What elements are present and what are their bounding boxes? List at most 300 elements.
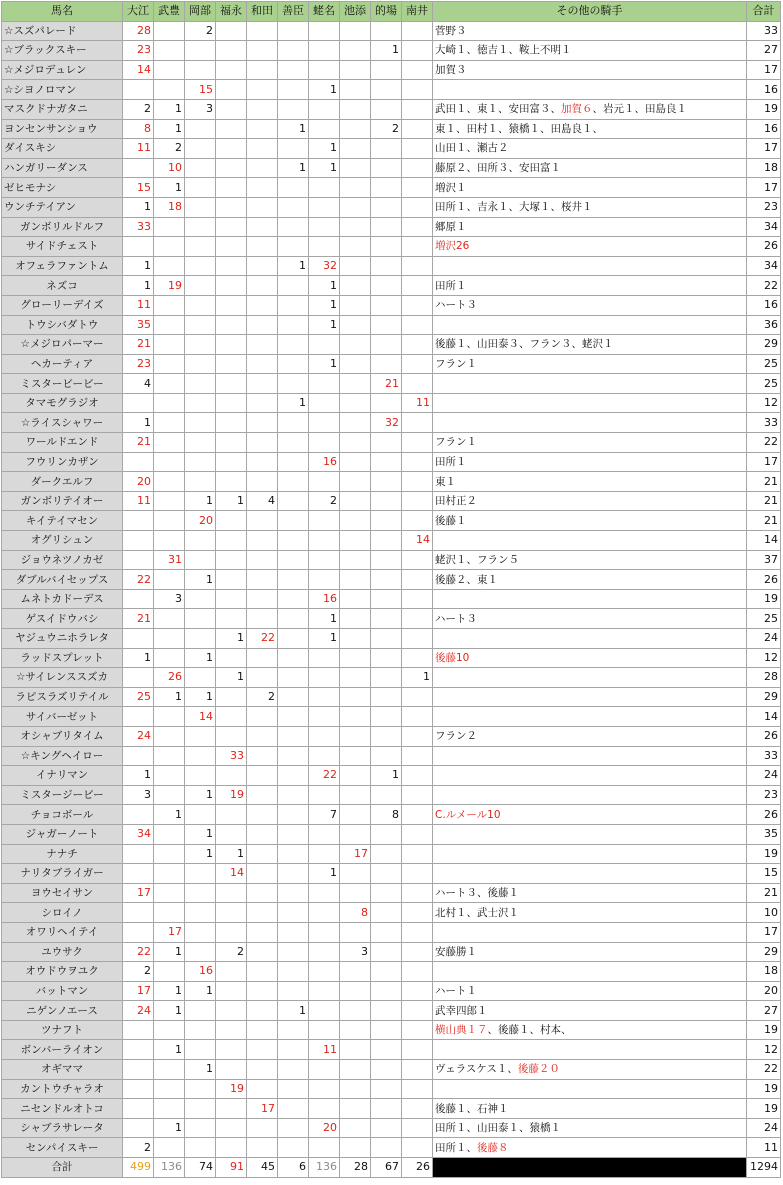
- jockey-count-cell: [309, 531, 340, 551]
- jockey-count-cell: [154, 883, 185, 903]
- jockey-count-cell: [185, 295, 216, 315]
- other-jockeys-cell: [433, 864, 747, 884]
- jockey-count-cell: [216, 805, 247, 825]
- horse-name-cell: バットマン: [2, 981, 123, 1001]
- other-jockey-text: 蛯沢１、フラン５: [435, 553, 519, 566]
- jockey-count-cell: [154, 315, 185, 335]
- jockey-count-cell: [123, 393, 154, 413]
- jockey-count-cell: [278, 687, 309, 707]
- jockey-count-cell: 2: [154, 139, 185, 159]
- jockey-count-cell: [185, 452, 216, 472]
- jockey-count-cell: [123, 922, 154, 942]
- jockey-count-cell: 26: [154, 668, 185, 688]
- jockey-count-cell: [340, 1040, 371, 1060]
- other-jockeys-cell: [433, 1040, 747, 1060]
- other-jockeys-cell: [433, 805, 747, 825]
- jockey-count-cell: [340, 217, 371, 237]
- jockey-count-cell: 17: [154, 922, 185, 942]
- jockey-count-cell: [154, 1079, 185, 1099]
- jockey-count-cell: 17: [340, 844, 371, 864]
- jockey-count-cell: 4: [247, 491, 278, 511]
- jockey-count-cell: [185, 217, 216, 237]
- jockey-count-cell: [402, 962, 433, 982]
- row-total-cell: 36: [747, 315, 781, 335]
- jockey-count-cell: 24: [123, 726, 154, 746]
- jockey-count-cell: [371, 433, 402, 453]
- jockey-count-cell: [185, 609, 216, 629]
- jockey-count-cell: [371, 511, 402, 531]
- jockey-count-cell: [216, 315, 247, 335]
- horse-name-cell: シロイノ: [2, 903, 123, 923]
- jockey-count-cell: [371, 962, 402, 982]
- jockey-count-cell: [340, 393, 371, 413]
- jockey-count-cell: [247, 60, 278, 80]
- jockey-count-cell: [216, 393, 247, 413]
- other-jockey-text: フラン２: [435, 730, 477, 743]
- jockey-count-cell: [402, 158, 433, 178]
- jockey-count-cell: [278, 1079, 309, 1099]
- jockey-count-cell: [340, 256, 371, 276]
- jockey-count-cell: [340, 570, 371, 590]
- jockey-count-cell: [278, 883, 309, 903]
- horse-name-cell: オグリシュン: [2, 531, 123, 551]
- jockey-count-cell: [371, 883, 402, 903]
- jockey-count-cell: [402, 276, 433, 296]
- jockey-count-cell: [278, 864, 309, 884]
- jockey-count-cell: [309, 511, 340, 531]
- jockey-count-cell: [340, 589, 371, 609]
- row-total-cell: 33: [747, 413, 781, 433]
- jockey-count-cell: [247, 315, 278, 335]
- table-row: [2, 1020, 781, 1040]
- jockey-count-cell: [216, 570, 247, 590]
- jockey-count-cell: [154, 472, 185, 492]
- jockey-count-cell: [402, 472, 433, 492]
- jockey-count-cell: [402, 433, 433, 453]
- jockey-count-cell: [247, 99, 278, 119]
- jockey-count-cell: 11: [123, 295, 154, 315]
- jockey-count-cell: [216, 903, 247, 923]
- other-jockey-text: 安藤勝１: [435, 945, 477, 958]
- jockey-count-cell: [278, 1138, 309, 1158]
- jockey-count-cell: [340, 315, 371, 335]
- jockey-count-cell: [216, 276, 247, 296]
- jockey-count-cell: [123, 550, 154, 570]
- jockey-count-cell: [247, 785, 278, 805]
- jockey-count-cell: [216, 883, 247, 903]
- jockey-table: [1, 1, 781, 1178]
- jockey-count-cell: 23: [123, 354, 154, 374]
- other-jockeys-cell: [433, 433, 747, 453]
- jockey-count-cell: [371, 99, 402, 119]
- other-jockey-text: 田所１、山田泰１、猿橋１: [435, 1122, 561, 1135]
- other-jockeys-cell: [433, 1020, 747, 1040]
- row-total-cell: 19: [747, 589, 781, 609]
- other-jockeys-cell: [433, 452, 747, 472]
- jockey-count-cell: [185, 746, 216, 766]
- row-total-cell: 34: [747, 256, 781, 276]
- jockey-count-cell: [340, 374, 371, 394]
- jockey-count-cell: [216, 1138, 247, 1158]
- jockey-count-cell: [371, 491, 402, 511]
- jockey-count-cell: [278, 707, 309, 727]
- horse-name-cell: オギママ: [2, 1060, 123, 1080]
- jockey-count-cell: [247, 981, 278, 1001]
- jockey-count-cell: [247, 668, 278, 688]
- other-jockey-text: C.ルメール10: [435, 808, 501, 821]
- jockey-count-cell: [216, 178, 247, 198]
- jockey-count-cell: [371, 746, 402, 766]
- other-jockeys-cell: [433, 374, 747, 394]
- jockey-count-cell: [340, 1099, 371, 1119]
- jockey-count-cell: [309, 99, 340, 119]
- jockey-count-cell: [309, 785, 340, 805]
- jockey-count-cell: [154, 903, 185, 923]
- table-row: [2, 276, 781, 296]
- jockey-count-cell: [278, 1020, 309, 1040]
- jockey-count-cell: [185, 726, 216, 746]
- jockey-count-cell: [185, 178, 216, 198]
- row-total-cell: 19: [747, 1020, 781, 1040]
- jockey-count-cell: [278, 1060, 309, 1080]
- table-row: [2, 903, 781, 923]
- jockey-count-cell: 19: [154, 276, 185, 296]
- other-jockeys-cell: [433, 1001, 747, 1021]
- horse-name-cell: センパイスキー: [2, 1138, 123, 1158]
- other-jockey-text: 北村１、武士沢１: [435, 906, 519, 919]
- row-total-cell: 29: [747, 335, 781, 355]
- other-jockeys-cell: [433, 707, 747, 727]
- table-row: [2, 550, 781, 570]
- jockey-count-cell: [247, 119, 278, 139]
- other-jockeys-cell: [433, 158, 747, 178]
- jockey-count-cell: [340, 1079, 371, 1099]
- horse-name-cell: ゼヒモナシ: [2, 178, 123, 198]
- jockey-count-cell: [216, 648, 247, 668]
- other-jockey-text: 横山典１７: [435, 1024, 488, 1037]
- jockey-count-cell: [247, 844, 278, 864]
- other-jockey-text: 大崎１、徳吉１、鞍上不明１: [435, 44, 572, 57]
- jockey-count-cell: [402, 80, 433, 100]
- jockey-count-cell: [247, 217, 278, 237]
- other-jockey-text: 後藤２、東１: [435, 573, 498, 586]
- jockey-count-cell: 1: [309, 609, 340, 629]
- jockey-count-cell: [340, 609, 371, 629]
- jockey-count-cell: 14: [216, 864, 247, 884]
- row-total-cell: 19: [747, 99, 781, 119]
- jockey-count-cell: 1: [123, 256, 154, 276]
- jockey-count-cell: [340, 766, 371, 786]
- horse-name-cell: ネズコ: [2, 276, 123, 296]
- jockey-count-cell: 2: [309, 491, 340, 511]
- jockey-count-cell: [185, 60, 216, 80]
- jockey-count-cell: [340, 824, 371, 844]
- other-jockeys-cell: [433, 139, 747, 159]
- jockey-count-cell: [309, 550, 340, 570]
- jockey-count-cell: [340, 922, 371, 942]
- other-jockey-text: 田所１: [435, 279, 467, 292]
- jockey-count-cell: [340, 433, 371, 453]
- jockey-count-cell: [340, 178, 371, 198]
- table-row: [2, 746, 781, 766]
- table-row: [2, 491, 781, 511]
- other-jockey-text: 後藤１、山田泰３、フラン３、蛯沢１: [435, 338, 614, 351]
- jockey-count-cell: [340, 99, 371, 119]
- jockey-count-cell: [154, 785, 185, 805]
- jockey-count-cell: [309, 648, 340, 668]
- other-jockey-text: 、岩元１、田島良１: [592, 103, 687, 116]
- jockey-count-cell: [309, 1099, 340, 1119]
- jockey-count-cell: [340, 648, 371, 668]
- jockey-count-cell: [185, 883, 216, 903]
- jockey-count-cell: 11: [123, 139, 154, 159]
- other-jockeys-cell: [433, 589, 747, 609]
- jockey-count-cell: [340, 864, 371, 884]
- other-jockey-text: 後藤２０: [517, 1063, 560, 1076]
- row-total-cell: 34: [747, 217, 781, 237]
- jockey-count-cell: [371, 217, 402, 237]
- jockey-count-cell: [216, 824, 247, 844]
- horse-name-cell: ☆スズパレード: [2, 21, 123, 41]
- other-jockey-text: 後藤１、石神１: [435, 1102, 509, 1115]
- jockey-count-cell: [185, 1001, 216, 1021]
- other-jockeys-cell: [433, 629, 747, 649]
- other-jockeys-cell: [433, 80, 747, 100]
- jockey-count-cell: [154, 609, 185, 629]
- row-total-cell: 17: [747, 178, 781, 198]
- horse-name-cell: タマモグラジオ: [2, 393, 123, 413]
- jockey-count-cell: [278, 531, 309, 551]
- jockey-count-cell: [340, 805, 371, 825]
- jockey-count-cell: [154, 41, 185, 61]
- other-jockey-text: 藤原２、田所３、安田富１: [435, 162, 561, 175]
- jockey-count-cell: [216, 531, 247, 551]
- jockey-count-cell: 17: [247, 1099, 278, 1119]
- jockey-count-cell: [371, 824, 402, 844]
- jockey-count-cell: [402, 824, 433, 844]
- other-jockeys-cell: [433, 393, 747, 413]
- jockey-count-cell: [371, 393, 402, 413]
- horse-name-cell: ユウサク: [2, 942, 123, 962]
- jockey-count-cell: [402, 785, 433, 805]
- jockey-count-cell: [278, 570, 309, 590]
- jockey-count-cell: [216, 1020, 247, 1040]
- row-total-cell: 23: [747, 785, 781, 805]
- other-jockeys-cell: [433, 1060, 747, 1080]
- jockey-count-cell: [278, 746, 309, 766]
- jockey-count-cell: [247, 374, 278, 394]
- table-row: [2, 805, 781, 825]
- jockey-count-cell: [247, 80, 278, 100]
- other-jockeys-cell: [433, 1118, 747, 1138]
- horse-name-cell: ダイスキシ: [2, 139, 123, 159]
- horse-name-cell: サイドチェスト: [2, 237, 123, 257]
- jockey-count-cell: [123, 1099, 154, 1119]
- jockey-count-cell: 1: [185, 648, 216, 668]
- jockey-count-cell: [154, 335, 185, 355]
- jockey-count-cell: [278, 1099, 309, 1119]
- other-jockeys-cell: [433, 354, 747, 374]
- sum-value-cell: 136: [154, 1158, 185, 1178]
- jockey-count-cell: [216, 99, 247, 119]
- jockey-count-cell: 2: [216, 942, 247, 962]
- sum-value-cell: 67: [371, 1158, 402, 1178]
- jockey-count-cell: 1: [309, 315, 340, 335]
- jockey-count-cell: [402, 354, 433, 374]
- header-oe: 大江: [123, 2, 154, 22]
- jockey-count-cell: [123, 511, 154, 531]
- jockey-count-cell: [185, 237, 216, 257]
- jockey-count-cell: [185, 1138, 216, 1158]
- jockey-count-cell: 1: [185, 785, 216, 805]
- jockey-count-cell: 1: [154, 1118, 185, 1138]
- jockey-count-cell: [154, 452, 185, 472]
- jockey-count-cell: [402, 766, 433, 786]
- jockey-count-cell: 1: [185, 844, 216, 864]
- other-jockeys-cell: [433, 256, 747, 276]
- jockey-count-cell: [371, 589, 402, 609]
- jockey-count-cell: [371, 197, 402, 217]
- jockey-count-cell: [247, 1138, 278, 1158]
- jockey-count-cell: 28: [123, 21, 154, 41]
- other-jockey-text: 後藤８: [477, 1141, 509, 1154]
- jockey-count-cell: [278, 962, 309, 982]
- jockey-count-cell: 21: [123, 433, 154, 453]
- jockey-count-cell: [247, 197, 278, 217]
- jockey-count-cell: 34: [123, 824, 154, 844]
- jockey-count-cell: [154, 648, 185, 668]
- jockey-count-cell: [216, 197, 247, 217]
- jockey-count-cell: [154, 531, 185, 551]
- other-jockeys-cell: [433, 785, 747, 805]
- jockey-count-cell: [340, 687, 371, 707]
- other-jockeys-cell: [433, 21, 747, 41]
- jockey-count-cell: [247, 864, 278, 884]
- jockey-count-cell: [216, 1099, 247, 1119]
- table-row: [2, 942, 781, 962]
- header-wada: 和田: [247, 2, 278, 22]
- jockey-count-cell: [247, 452, 278, 472]
- horse-name-cell: ニセンドルオトコ: [2, 1099, 123, 1119]
- jockey-count-cell: 1: [278, 1001, 309, 1021]
- jockey-count-cell: [185, 413, 216, 433]
- horse-name-cell: ムネトカドーデス: [2, 589, 123, 609]
- jockey-count-cell: [371, 21, 402, 41]
- horse-name-cell: イナリマン: [2, 766, 123, 786]
- jockey-count-cell: [185, 668, 216, 688]
- other-jockey-text: 後藤１: [435, 514, 467, 527]
- jockey-count-cell: [123, 903, 154, 923]
- table-row: [2, 393, 781, 413]
- jockey-count-cell: [402, 374, 433, 394]
- other-jockeys-cell: [433, 981, 747, 1001]
- jockey-count-cell: [123, 80, 154, 100]
- jockey-count-cell: 1: [154, 99, 185, 119]
- jockey-count-cell: 32: [309, 256, 340, 276]
- jockey-count-cell: [247, 707, 278, 727]
- jockey-count-cell: [247, 413, 278, 433]
- jockey-count-cell: [309, 844, 340, 864]
- jockey-count-cell: [340, 354, 371, 374]
- jockey-count-cell: [216, 335, 247, 355]
- jockey-count-cell: [154, 60, 185, 80]
- jockey-count-cell: [247, 256, 278, 276]
- jockey-count-cell: [247, 942, 278, 962]
- table-row: [2, 1138, 781, 1158]
- jockey-count-cell: [247, 648, 278, 668]
- jockey-count-cell: [216, 80, 247, 100]
- other-jockeys-cell: [433, 472, 747, 492]
- jockey-count-cell: 1: [309, 864, 340, 884]
- row-total-cell: 10: [747, 903, 781, 923]
- jockey-count-cell: [278, 922, 309, 942]
- jockey-count-cell: 19: [216, 785, 247, 805]
- jockey-count-cell: [278, 550, 309, 570]
- jockey-count-cell: 3: [123, 785, 154, 805]
- table-row: [2, 452, 781, 472]
- other-jockey-text: 東１、田村１、猿橋１、田島良１、: [435, 122, 603, 135]
- jockey-count-cell: [371, 472, 402, 492]
- other-jockeys-cell: [433, 217, 747, 237]
- jockey-count-cell: [371, 668, 402, 688]
- jockey-count-cell: [340, 237, 371, 257]
- row-total-cell: 17: [747, 922, 781, 942]
- horse-name-cell: ヘカーティア: [2, 354, 123, 374]
- jockey-count-cell: [402, 99, 433, 119]
- jockey-count-cell: 1: [123, 276, 154, 296]
- jockey-count-cell: 1: [216, 844, 247, 864]
- header-row: [2, 2, 781, 22]
- jockey-count-cell: [309, 217, 340, 237]
- other-jockeys-cell: [433, 491, 747, 511]
- jockey-count-cell: [309, 178, 340, 198]
- table-row: [2, 354, 781, 374]
- jockey-count-cell: [123, 805, 154, 825]
- row-total-cell: 12: [747, 1040, 781, 1060]
- jockey-count-cell: [216, 60, 247, 80]
- other-jockeys-cell: [433, 844, 747, 864]
- jockey-count-cell: 20: [309, 1118, 340, 1138]
- jockey-count-cell: [402, 1020, 433, 1040]
- horse-name-cell: オフェラファントム: [2, 256, 123, 276]
- jockey-count-cell: [309, 746, 340, 766]
- table-row: [2, 60, 781, 80]
- other-jockey-text: 武田１、東１、安田富３、: [435, 103, 561, 116]
- jockey-count-cell: [402, 41, 433, 61]
- jockey-count-cell: [340, 335, 371, 355]
- row-total-cell: 22: [747, 433, 781, 453]
- jockey-count-cell: 31: [154, 550, 185, 570]
- row-total-cell: 17: [747, 452, 781, 472]
- jockey-count-cell: [123, 668, 154, 688]
- other-jockeys-cell: [433, 609, 747, 629]
- jockey-count-cell: [340, 550, 371, 570]
- row-total-cell: 33: [747, 746, 781, 766]
- header-matoba: 的場: [371, 2, 402, 22]
- table-row: [2, 766, 781, 786]
- other-jockey-text: ハート１: [435, 984, 477, 997]
- jockey-count-cell: [340, 1060, 371, 1080]
- jockey-count-cell: [216, 511, 247, 531]
- jockey-count-cell: [340, 746, 371, 766]
- row-total-cell: 21: [747, 491, 781, 511]
- jockey-count-cell: [185, 158, 216, 178]
- jockey-count-cell: 1: [309, 80, 340, 100]
- jockey-count-cell: [402, 1099, 433, 1119]
- jockey-count-cell: 1: [371, 41, 402, 61]
- jockey-count-cell: [154, 1099, 185, 1119]
- jockey-count-cell: [340, 707, 371, 727]
